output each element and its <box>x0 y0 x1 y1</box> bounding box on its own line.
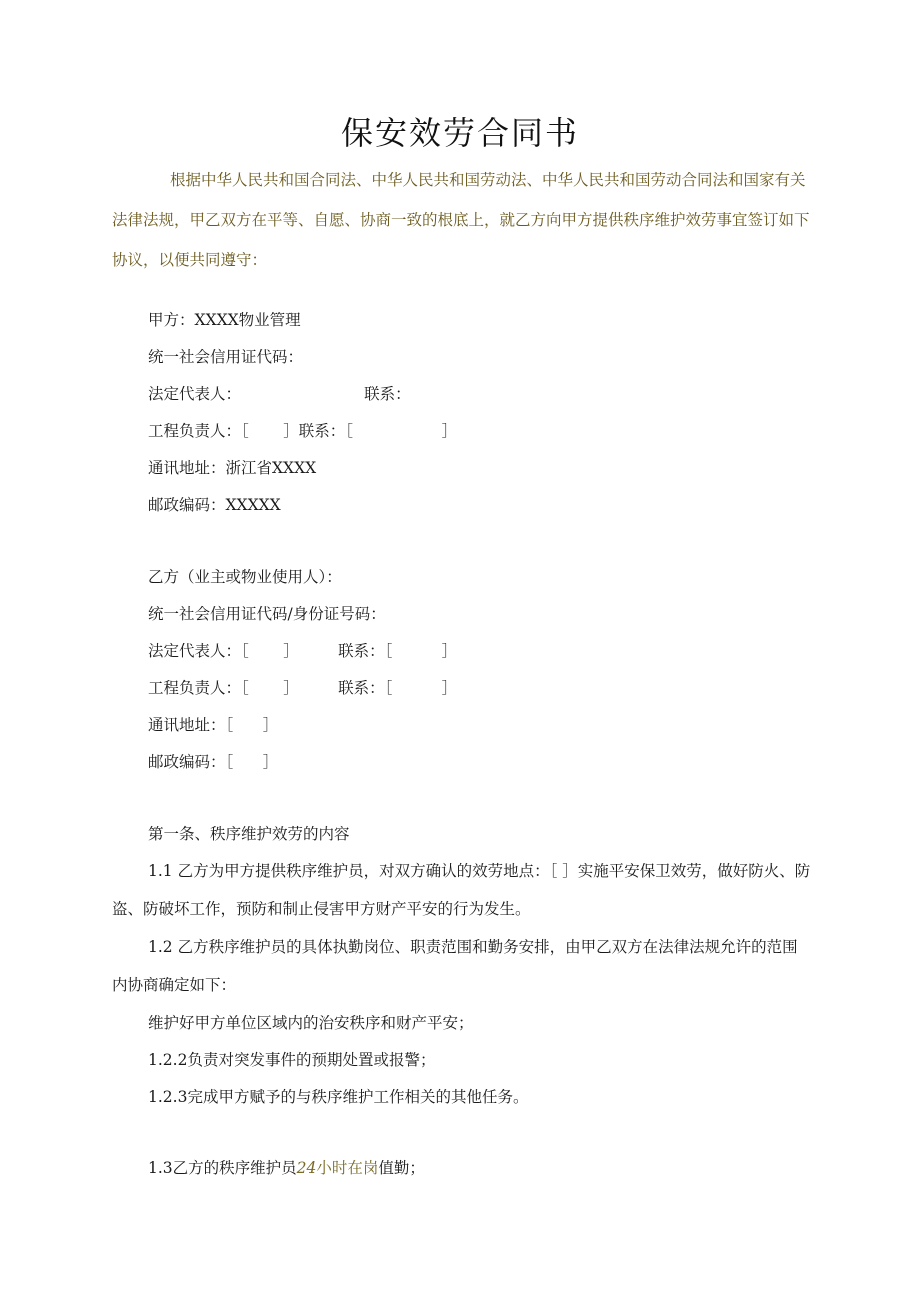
party-b-name: 乙方（业主或物业使用人）： <box>148 568 342 586</box>
article-1-2: 1.2 乙方秩序维护员的具体执勤岗位、职责范围和勤务安排，由甲乙双方在法律法规允许的范围内协商确定如下： <box>112 938 798 994</box>
article-1-3-mid: 小时在岗 <box>316 1159 379 1177</box>
party-b-credit-code: 统一社会信用证代码/身份证号码： <box>148 605 386 623</box>
article-1-1: 1.1 乙方为甲方提供秩序维护员，对双方确认的效劳地点：［ ］实施平安保卫效劳，做好防火、防盗、防破坏工作，预防和制止侵害甲方财产平安的行为发生。 <box>112 862 811 918</box>
page-title: 保安效劳合同书 <box>340 114 579 152</box>
article-1-2-1: 维护好甲方单位区域内的治安秩序和财产平安； <box>148 1014 474 1032</box>
party-a-address: 通讯地址：浙江省XXXX <box>148 459 317 477</box>
party-b-postcode: 邮政编码：［ ］ <box>148 753 279 771</box>
party-b-address: 通讯地址：［ ］ <box>148 716 279 734</box>
party-a-legal-rep: 法定代表人： 联系： <box>148 385 411 403</box>
party-a-name: 甲方：XXXX物业管理 <box>148 311 301 329</box>
article-1-3-prefix: 1.3乙方的秩序维护员 <box>148 1159 297 1177</box>
party-b-legal-rep: 法定代表人：［ ］ 联系：［ ］ <box>148 642 458 660</box>
article-1-3-hours: 24 <box>296 1159 317 1177</box>
party-a-engineer: 工程负责人：［ ］联系：［ ］ <box>148 422 458 440</box>
party-b-engineer: 工程负责人：［ ］ 联系：［ ］ <box>148 679 458 697</box>
intro-paragraph: 根据中华人民共和国合同法、中华人民共和国劳动法、中华人民共和国劳动合同法和国家有关法律法规，甲乙双方在平等、自愿、协商一致的根底上，就乙方向甲方提供秩序维护效劳事宜签订如下协议，以便共同遵守： <box>112 171 810 269</box>
article-1-heading: 第一条、秩序维护效劳的内容 <box>148 825 350 843</box>
article-1-2-3: 1.2.3完成甲方赋予的与秩序维护工作相关的其他任务。 <box>148 1088 529 1106</box>
party-a-postcode: 邮政编码：XXXXX <box>148 496 281 514</box>
article-1-2-2: 1.2.2负责对突发事件的预期处置或报警； <box>148 1051 436 1069</box>
party-a-credit-code: 统一社会信用证代码： <box>148 348 304 366</box>
article-1-3-suffix: 值勤； <box>378 1159 425 1177</box>
article-1-3 <box>148 1156 425 1178</box>
